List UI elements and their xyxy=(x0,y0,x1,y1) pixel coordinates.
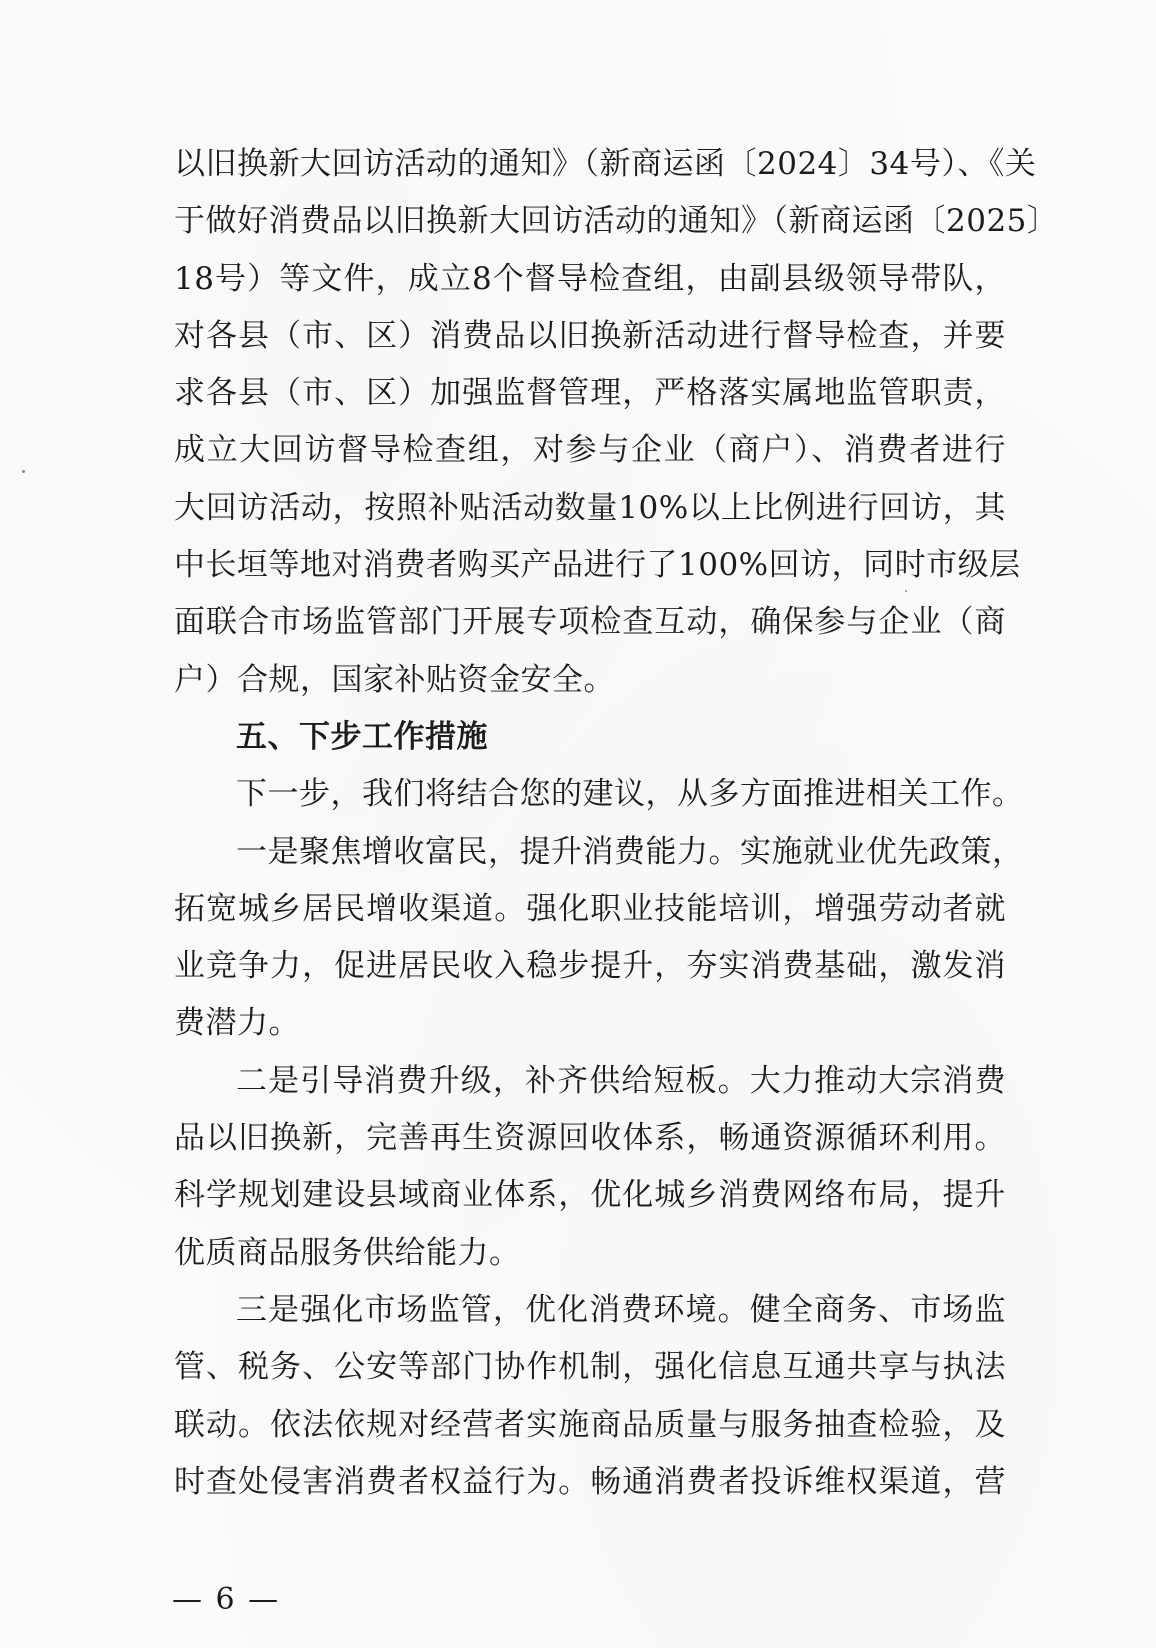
text-line: 求各县（市、区）加强监督管理，严格落实属地监管职责， xyxy=(174,375,1006,412)
text-line: 大回访活动，按照补贴活动数量10%以上比例进行回访，其 xyxy=(174,489,1006,526)
text-line: 业竞争力，促进居民收入稳步提升，夯实消费基础，激发消 xyxy=(174,948,1006,985)
text-line: 面联合市场监管部门开展专项检查互动，确保参与企业（商 xyxy=(174,604,1006,641)
text-line: 科学规划建设县域商业体系，优化城乡消费网络布局，提升 xyxy=(174,1177,1006,1214)
text-line: 以旧换新大回访活动的通知》（新商运函〔2024〕34号）、《关 xyxy=(174,146,1037,182)
text-line: 18号）等文件，成立8个督导检查组，由副县级领导带队， xyxy=(174,260,1006,297)
text-line: 户）合规，国家补贴资金安全。 xyxy=(174,661,615,698)
section-heading: 五、下步工作措施 xyxy=(236,718,488,755)
text-line: 拓宽城乡居民增收渠道。强化职业技能培训，增强劳动者就 xyxy=(174,890,1006,927)
text-line: 品以旧换新，完善再生资源回收体系，畅通资源循环利用。 xyxy=(174,1120,1006,1157)
text-line: 联动。依法依规对经营者实施商品质量与服务抽查检验，及 xyxy=(174,1406,1006,1443)
text-line: 时查处侵害消费者权益行为。畅通消费者投诉维权渠道，营 xyxy=(174,1463,1006,1500)
text-line: 于做好消费品以旧换新大回访活动的通知》（新商运函〔2025〕 xyxy=(174,203,1059,240)
paper-speck xyxy=(905,590,907,592)
text-line: 二是引导消费升级，补齐供给短板。大力推动大宗消费 xyxy=(236,1062,1006,1099)
text-line: 下一步，我们将结合您的建议，从多方面推进相关工作。 xyxy=(236,776,1024,813)
text-line: 中长垣等地对消费者购买产品进行了100%回访，同时市级层 xyxy=(174,547,1021,584)
page-number: — 6 — xyxy=(172,1582,281,1617)
text-line: 三是强化市场监管，优化消费环境。健全商务、市场监 xyxy=(236,1291,1006,1328)
text-line: 对各县（市、区）消费品以旧换新活动进行督导检查，并要 xyxy=(174,317,1006,354)
text-line: 一是聚焦增收富民，提升消费能力。实施就业优先政策， xyxy=(236,833,1024,870)
paper-speck xyxy=(22,470,25,473)
text-line: 费潜力。 xyxy=(174,1005,300,1042)
text-line: 优质商品服务供给能力。 xyxy=(174,1234,521,1271)
body-text xyxy=(174,136,1059,1511)
text-line: 成立大回访督导检查组，对参与企业（商户）、消费者进行 xyxy=(174,432,1006,469)
text-line: 管、税务、公安等部门协作机制，强化信息互通共享与执法 xyxy=(174,1349,1006,1386)
